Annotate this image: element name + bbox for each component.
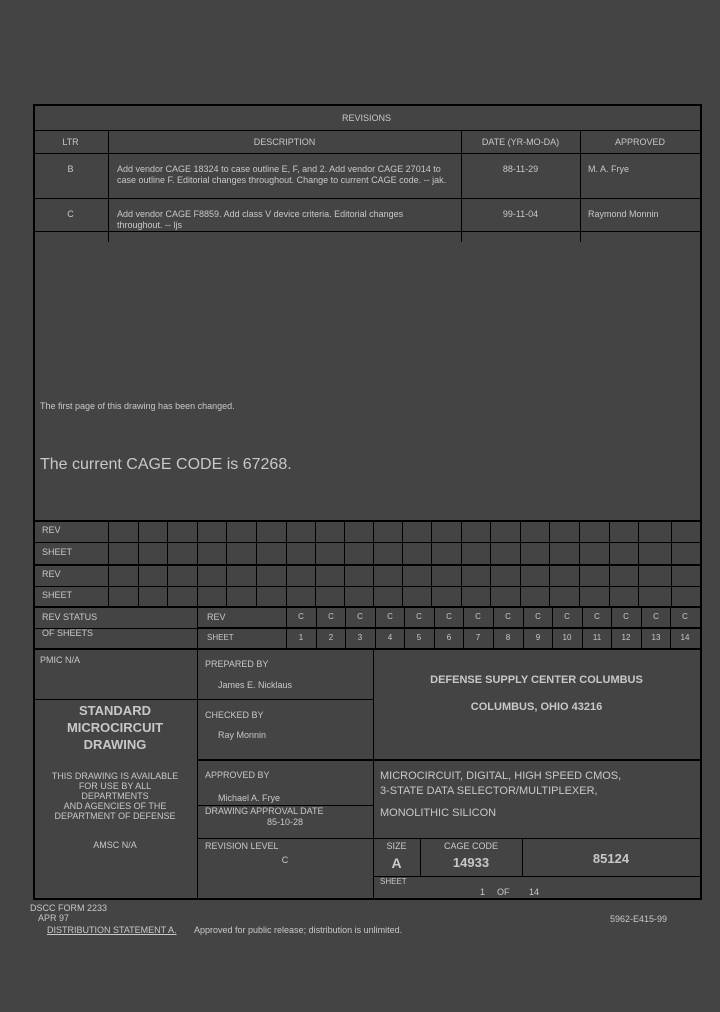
sheet-rev-cell: C — [535, 612, 541, 621]
divider — [33, 699, 373, 700]
approval-date: 85-10-28 — [266, 817, 304, 827]
sheet-number-cell: 9 — [535, 633, 541, 642]
cage-notice: The current CAGE CODE is 67268. — [40, 456, 292, 473]
cage-label: CAGE CODE — [443, 841, 498, 851]
std-line: STANDARD — [79, 703, 151, 718]
divider — [197, 838, 700, 839]
amsc: AMSC N/A — [93, 840, 137, 850]
title-line: MONOLITHIC SILICON — [380, 807, 497, 819]
divider — [373, 520, 374, 606]
grid-row-label: SHEET — [42, 590, 73, 600]
prepared-by: James E. Nicklaus — [218, 680, 293, 690]
sheet-rev-cell: C — [446, 612, 452, 621]
sheet-rev-cell: C — [416, 612, 422, 621]
header-ltr: LTR — [62, 137, 79, 147]
size-label: SIZE — [386, 841, 407, 851]
divider — [490, 520, 491, 606]
rev-ltr: B — [67, 164, 74, 174]
sheet-number-cell: 11 — [592, 633, 602, 642]
divider — [226, 520, 227, 606]
checked-by: Ray Monnin — [218, 730, 267, 740]
rev-ltr: C — [67, 209, 74, 219]
grid-row-label: REV — [42, 525, 61, 535]
divider — [33, 628, 700, 629]
sheet-rev-cell: C — [594, 612, 600, 621]
rev-description: Add vendor CAGE 18324 to case outline E, F, and 2. Add vendor CAGE 27014 to case outline F. Editorial changes throughout. Change to current CAGE code. -- jak. — [117, 164, 447, 185]
status-sheet-label: SHEET — [207, 633, 234, 642]
approval-date-label: DRAWING APPROVAL DATE — [205, 806, 324, 816]
header-date: DATE (YR-MO-DA) — [481, 137, 560, 147]
divider — [33, 130, 700, 131]
document-code: 5962-E415-99 — [610, 914, 668, 924]
form-date: APR 97 — [38, 913, 70, 923]
sheet-number-cell: 10 — [562, 633, 572, 642]
sheet-number-cell: 14 — [680, 633, 690, 642]
sheet-number-cell: 5 — [416, 633, 422, 642]
approved-by: Michael A. Frye — [218, 793, 281, 803]
divider — [33, 564, 700, 566]
sheet-rev-cell: C — [653, 612, 659, 621]
divider — [286, 520, 287, 606]
sheet-total: 14 — [529, 887, 540, 897]
revisions-title: REVISIONS — [341, 113, 391, 123]
std-line: DRAWING — [83, 737, 147, 752]
revision-level: C — [281, 855, 289, 865]
distribution-text: Approved for public release; distribution is unlimited. — [194, 925, 403, 935]
form-number: DSCC FORM 2233 — [30, 903, 108, 913]
prepared-label: PREPARED BY — [205, 659, 269, 669]
divider — [609, 520, 610, 606]
rev-status-label: REV STATUS — [42, 612, 98, 622]
divider — [197, 520, 198, 606]
availability-note — [33, 771, 197, 821]
divider — [700, 520, 701, 606]
rev-date: 99-11-04 — [502, 209, 539, 219]
header-approved: APPROVED — [614, 137, 665, 147]
cage-code: 14933 — [452, 855, 490, 870]
grid-row-label: SHEET — [42, 547, 73, 557]
divider — [33, 198, 700, 199]
sheet-number-cell: 13 — [651, 633, 661, 642]
sheet-rev-cell: C — [505, 612, 511, 621]
divider — [373, 876, 700, 877]
sheet-number-cell: 12 — [621, 633, 631, 642]
divider — [197, 627, 700, 628]
sheet-label: SHEET — [380, 877, 407, 886]
sheet-rev-cell: C — [682, 612, 688, 621]
divider — [33, 153, 700, 154]
divider — [33, 606, 700, 608]
divider — [461, 520, 462, 606]
divider — [33, 542, 700, 543]
avail-line: AND AGENCIES OF THE — [63, 801, 167, 811]
divider — [33, 648, 700, 650]
sheet-number-cell: 2 — [328, 633, 334, 642]
divider — [520, 520, 521, 606]
rev-approved: M. A. Frye — [588, 164, 630, 174]
distribution-label: DISTRIBUTION STATEMENT A. — [47, 925, 177, 935]
changed-note: The first page of this drawing has been changed. — [40, 401, 235, 411]
drawing-number: 85124 — [592, 851, 630, 866]
avail-line: FOR USE BY ALL — [78, 781, 152, 791]
rev-approved: Raymond Monnin — [588, 209, 659, 219]
divider — [197, 759, 700, 761]
approved-label: APPROVED BY — [205, 770, 270, 780]
divider — [108, 520, 109, 606]
size: A — [391, 855, 402, 871]
sheet-number-cell: 1 — [298, 633, 304, 642]
sheet-rev-cell: C — [357, 612, 363, 621]
sheet-number-cell: 3 — [357, 633, 363, 642]
divider — [256, 520, 257, 606]
divider — [167, 520, 168, 606]
avail-line: THIS DRAWING IS AVAILABLE — [51, 771, 179, 781]
sheet-rev-cell: C — [298, 612, 304, 621]
sheet-of: OF — [497, 887, 510, 897]
sheet-number-cell: 8 — [505, 633, 511, 642]
sheet-rev-cell: C — [387, 612, 393, 621]
rev-status-label: OF SHEETS — [42, 628, 94, 638]
grid-row-label: REV — [42, 569, 61, 579]
sheet-number: 1 — [480, 887, 486, 897]
divider — [671, 520, 672, 606]
title-line: MICROCIRCUIT, DIGITAL, HIGH SPEED CMOS, — [380, 770, 622, 782]
sheet-rev-cell: C — [623, 612, 629, 621]
sheet-rev-cell: C — [475, 612, 481, 621]
divider — [344, 520, 345, 606]
avail-line: DEPARTMENT OF DEFENSE — [54, 811, 176, 821]
title-line: 3-STATE DATA SELECTOR/MULTIPLEXER, — [380, 785, 598, 797]
sheet-rev-cell: C — [564, 612, 570, 621]
divider — [549, 520, 550, 606]
divider — [315, 520, 316, 606]
std-line: MICROCIRCUIT — [66, 720, 164, 735]
status-rev-label: REV — [207, 612, 226, 622]
revision-label: REVISION LEVEL — [205, 841, 279, 851]
org-address: COLUMBUS, OHIO 43216 — [470, 701, 603, 713]
sheet-rev-cell: C — [328, 612, 334, 621]
divider — [33, 231, 700, 232]
rev-description: Add vendor CAGE F8859. Add class V device criteria. Editorial changes throughout. -- ljs — [117, 209, 404, 230]
divider — [402, 520, 403, 606]
divider — [138, 520, 139, 606]
standard-drawing-title — [33, 702, 197, 753]
divider — [33, 586, 700, 587]
sheet-number-cell: 4 — [387, 633, 393, 642]
rev-date: 88-11-29 — [502, 164, 539, 174]
divider — [33, 520, 700, 522]
sheet-number-cell: 6 — [446, 633, 452, 642]
divider — [638, 520, 639, 606]
sheet-number-cell: 7 — [475, 633, 481, 642]
checked-label: CHECKED BY — [205, 710, 264, 720]
pmic: PMIC N/A — [40, 655, 81, 665]
org-name: DEFENSE SUPPLY CENTER COLUMBUS — [430, 674, 643, 686]
divider — [431, 520, 432, 606]
avail-line: DEPARTMENTS — [81, 791, 149, 801]
header-description: DESCRIPTION — [253, 137, 316, 147]
divider — [579, 520, 580, 606]
